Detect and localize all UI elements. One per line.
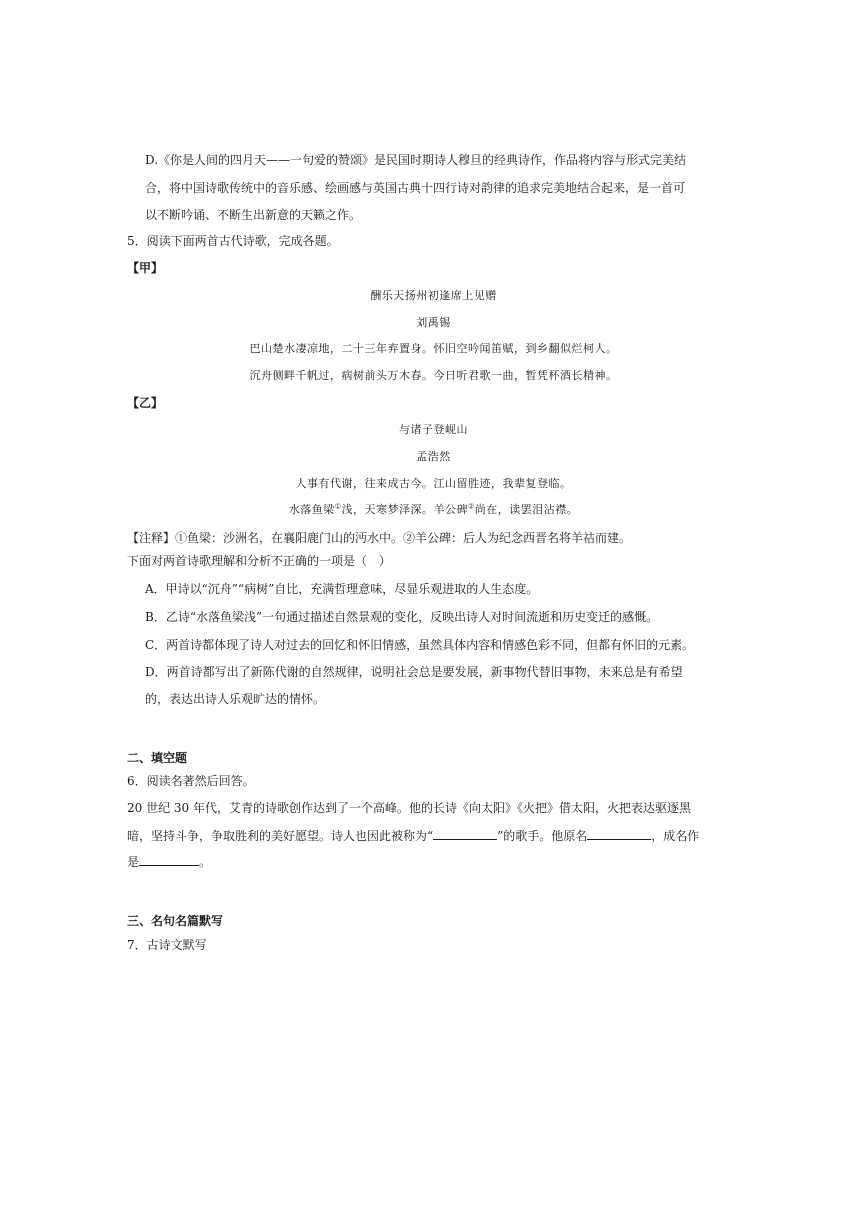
q5-option-d-line2: 的，表达出诗人乐观旷达的情怀。: [145, 692, 326, 706]
q5-option-d-line1: D．两首诗都写出了新陈代谢的自然规律，说明社会总是要发展，新事物代替旧事物，未来总是有希望: [145, 665, 683, 679]
q6-line3-text-a: 是: [127, 855, 140, 869]
poem-a-author: 刘禹锡: [416, 316, 451, 329]
q4-option-d-line1: D.《你是人间的四月天——一句爱的赞颂》是民国时期诗人穆旦的经典诗作，作品将内容与形式完美结: [145, 153, 687, 167]
poem-b-line2: [0, 502, 867, 518]
q6-line1: 20 世纪 30 年代，艾青的诗歌创作达到了一个高峰。他的长诗《向太阳》《火把》借太阳，火把表达驱逐黑: [127, 801, 691, 815]
section2-heading: 二、填空题: [127, 751, 188, 765]
q7-stem: 7．古诗文默写: [127, 938, 207, 952]
q6-line3-text-b: 。: [199, 855, 212, 869]
poem-b-line2-part2: 浅，天寒梦泽深。羊公碑: [341, 503, 468, 516]
q6-line2-text-b: ”的歌手。他原名: [497, 829, 588, 843]
q6-blank-1[interactable]: [433, 827, 497, 840]
poem-b-line2-part1: 水落鱼梁: [288, 503, 335, 516]
q6-blank-3[interactable]: [139, 853, 199, 866]
footnote-mark-1: ①: [334, 502, 342, 511]
q6-line3: [127, 853, 211, 870]
poem-a-title: 酬乐天扬州初逢席上见赠: [370, 289, 497, 302]
section3-heading: 三、名句名篇默写: [127, 914, 224, 928]
poem-b-tag: 【乙】: [127, 396, 164, 410]
poem-a-tag: 【甲】: [127, 261, 164, 275]
q5-note: 【注释】①鱼梁：沙洲名，在襄阳鹿门山的沔水中。②羊公碑：后人为纪念西晋名将羊祜而建。: [127, 531, 632, 545]
poem-b-author: 孟浩然: [416, 450, 451, 463]
footnote-mark-2: ②: [468, 502, 475, 511]
q6-line2-text-a: 暗，坚持斗争，争取胜利的美好愿望。诗人也因此被称为“: [127, 829, 434, 843]
q4-option-d-line2: 合，将中国诗歌传统中的音乐感、绘画感与英国古典十四行诗对韵律的追求完美地结合起来，是一首可: [145, 181, 686, 195]
poem-a-line2: 沉舟侧畔千帆过，病树前头万木春。今日听君歌一曲，暂凭杯酒长精神。: [249, 369, 618, 382]
poem-a-line1: 巴山楚水凄凉地，二十三年弃置身。怀旧空吟闻笛赋，到乡翻似烂柯人。: [249, 342, 618, 355]
q4-option-d-line3: 以不断吟诵、不断生出新意的天籁之作。: [145, 208, 362, 222]
q5-stem: 5．阅读下面两首古代诗歌，完成各题。: [127, 234, 339, 248]
poem-b-title: 与诸子登岘山: [399, 423, 468, 436]
q5-option-b: B．乙诗“水落鱼梁浅”一句通过描述自然景观的变化，反映出诗人对时间流逝和历史变迁的感慨。: [145, 610, 659, 624]
poem-b-line1: 人事有代谢，往来成古今。江山留胜迹，我辈复登临。: [295, 477, 572, 490]
q6-line2: [127, 827, 699, 844]
q5-option-a: A．甲诗以“沉舟”“病树”自比，充满哲理意味，尽显乐观进取的人生态度。: [145, 582, 539, 596]
q6-stem: 6．阅读名著然后回答。: [127, 774, 255, 788]
poem-b-line2-part3: 尚在，读罢泪沾襟。: [474, 503, 579, 516]
q6-line2-text-c: ，成名作: [651, 829, 700, 843]
q5-question: 下面对两首诗歌理解和分析不正确的一项是（ ）: [127, 554, 392, 568]
q5-option-c: C．两首诗都体现了诗人对过去的回忆和怀旧情感，虽然具体内容和情感色彩不同，但都有怀旧的元素。: [145, 638, 695, 652]
q6-blank-2[interactable]: [587, 827, 651, 840]
